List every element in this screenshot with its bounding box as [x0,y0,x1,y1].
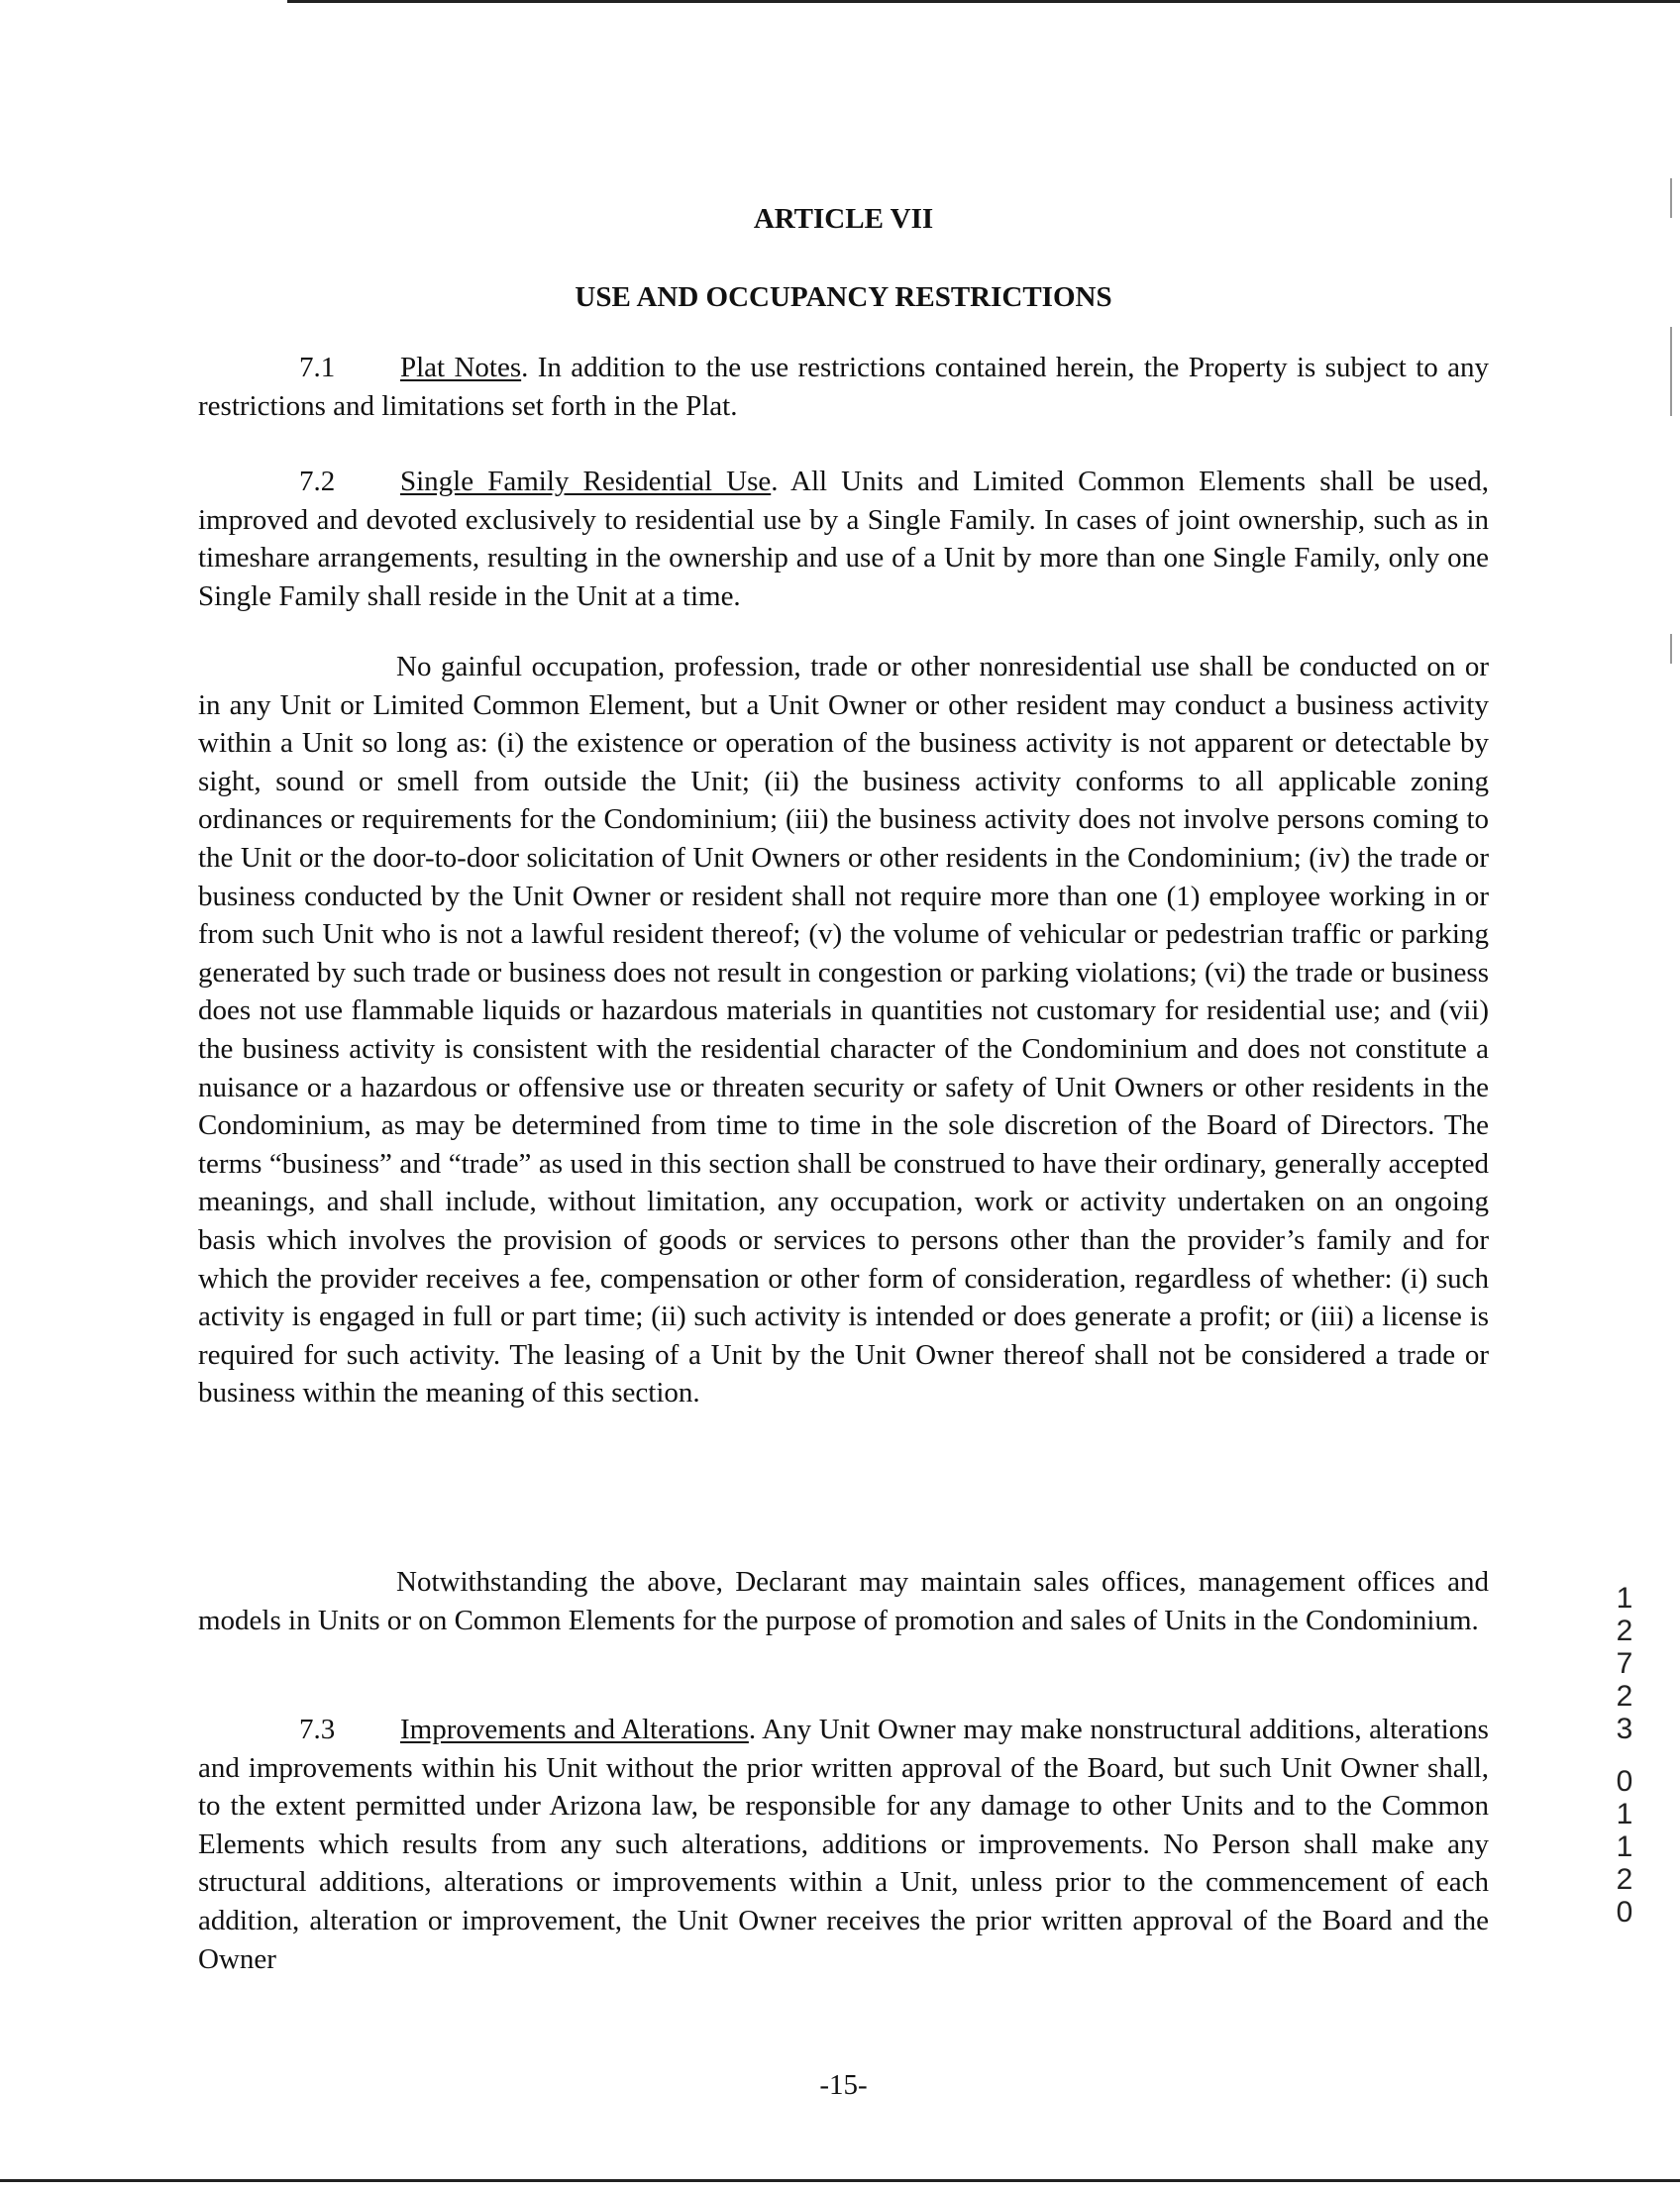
page-number: -15- [819,2069,868,2101]
top-border-line [287,0,1680,3]
stamp-digit: 1 [1616,1830,1633,1863]
stamp-digit: 0 [1616,1896,1633,1929]
stamp-digit: 3 [1616,1713,1633,1745]
stamp-gap [1611,1745,1638,1765]
stamp-digit: 0 [1616,1765,1633,1798]
article-title: USE AND OCCUPANCY RESTRICTIONS [575,281,1112,313]
recording-stamp [1611,1582,1638,1929]
section-title: Plat Notes [400,352,522,383]
section-7-2 [198,463,1489,615]
bottom-border-line [0,2179,1680,2182]
section-7-3 [198,1711,1489,1978]
section-number: 7.3 [299,1714,336,1745]
scan-edge-mark [1670,327,1672,416]
section-7-1 [198,349,1489,425]
scan-edge-mark [1670,634,1672,664]
scan-edge-mark [1670,178,1672,218]
article-heading: ARTICLE VII [753,203,934,235]
section-title: Single Family Residential Use [400,466,772,497]
stamp-digit: 1 [1616,1798,1633,1830]
stamp-digit: 2 [1616,1680,1633,1713]
section-title: Improvements and Alterations [400,1714,749,1745]
section-text: . Any Unit Owner may make nonstructural additions, alterations and improvements within his Unit without the prior written approval of the Board, but such Unit Owner shall, to the extent permitted under Arizona law, be responsible for any damage to other Units and to the Common Elements which results from any such alterations, additions or improvements. No Person shall make any structural additions, alterations or improvements within a Unit, unless prior to the commencement of each addition, alteration or improvement, the Unit Owner receives the prior written approval of the Board and the Owner [198,1714,1489,1975]
section-text: . All Units and Limited Common Elements shall be used, improved and devoted exclusively to residential use by a Single Family. In cases of joint ownership, such as in timeshare arrangements, resulting in the ownership and use of a Unit by more than one Single Family, only one Single Family shall reside in the Unit at a time. [198,466,1489,612]
stamp-digit: 2 [1616,1863,1633,1896]
paragraph-gainful-occupation: No gainful occupation, profession, trade or other nonresidential use shall be conducted on or in any Unit or Limited Common Element, but a Unit Owner or other resident may conduct a business activity within a Unit so long as: (i) the existence or operation of the business activity is not apparent or detectable by sight, sound or smell from outside the Unit; (ii) the business activity conforms to all applicable zoning ordinances or requirements for the Condominium; (iii) the business activity does not involve persons coming to the Unit or the door-to-door solicitation of Unit Owners or other residents in the Condominium; (iv) the trade or business conducted by the Unit Owner or resident shall not require more than one (1) employee working in or from such Unit who is not a lawful resident thereof; (v) the volume of vehicular or pedestrian traffic or parking generated by such trade or business does not result in congestion or parking violations; (vi) the trade or business does not use flammable liquids or hazardous materials in quantities not customary for residential use; and (vii) the business activity is consistent with the residential character of the Condominium and does not constitute a nuisance or a hazardous or offensive use or threaten security or safety of Unit Owners or other residents in the Condominium, as may be determined from time to time in the sole discretion of the Board of Directors. The terms “business” and “trade” as used in this section shall be construed to have their ordinary, generally accepted meanings, and shall include, without limitation, any occupation, work or activity undertaken on an ongoing basis which involves the provision of goods or services to persons other than the provider’s family and for which the provider receives a fee, compensation or other form of consideration, regardless of whether: (i) such activity is engaged in full or part time; (ii) such activity is intended or does generate a profit; or (iii) a license is required for such activity. The leasing of a Unit by the Unit Owner thereof shall not be considered a trade or business within the meaning of this section. [198,651,1489,1410]
paragraph-notwithstanding: Notwithstanding the above, Declarant may maintain sales offices, management offices and models in Units or on Common Elements for the purpose of promotion and sales of Units in the Condominium. [198,1566,1489,1636]
stamp-digit: 1 [1616,1582,1633,1615]
stamp-digit: 2 [1616,1615,1633,1647]
section-text: . In addition to the use restrictions contained herein, the Property is subject to any restrictions and limitations set forth in the Plat. [198,352,1489,422]
section-number: 7.1 [299,352,336,383]
stamp-digit: 7 [1616,1647,1633,1680]
section-number: 7.2 [299,466,336,497]
